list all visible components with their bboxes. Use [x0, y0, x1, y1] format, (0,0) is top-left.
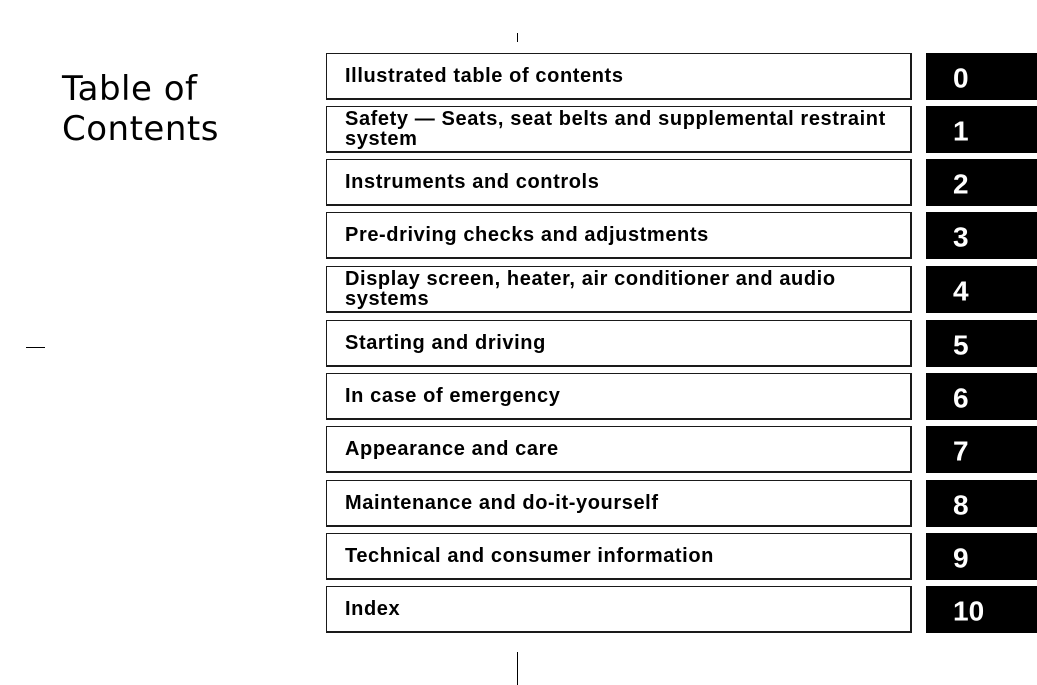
toc-entry-box[interactable]	[326, 212, 912, 259]
section-tab[interactable]	[926, 106, 1037, 153]
section-tab[interactable]	[926, 266, 1037, 313]
toc-entry-box[interactable]	[326, 480, 912, 527]
toc-entry-box[interactable]	[326, 53, 912, 100]
toc-row-maintenance[interactable]	[326, 480, 1037, 527]
section-tab-number: 5	[953, 329, 969, 361]
toc-entry-label[interactable]: Appearance and care	[345, 438, 559, 460]
section-tab-number: 2	[953, 168, 969, 200]
section-tab-number: 6	[953, 382, 969, 414]
section-tab[interactable]	[926, 586, 1037, 633]
toc-entry-box[interactable]	[326, 320, 912, 367]
toc-entry-label[interactable]: Pre-driving checks and adjustments	[345, 224, 709, 246]
toc-entry-label[interactable]: Maintenance and do-it-yourself	[345, 492, 659, 514]
section-tab[interactable]	[926, 53, 1037, 100]
toc-row-appearance-care[interactable]	[326, 426, 1037, 473]
section-tab-number: 0	[953, 62, 969, 94]
toc-row-safety[interactable]	[326, 106, 1037, 153]
toc-row-index[interactable]	[326, 586, 1037, 633]
toc-entry-box[interactable]	[326, 586, 912, 633]
toc-entry-box[interactable]	[326, 106, 912, 153]
toc-entry-label[interactable]: Instruments and controls	[345, 171, 600, 193]
toc-entry-label[interactable]: Display screen, heater, air conditioner and audio systems	[345, 268, 836, 310]
section-tab-number: 8	[953, 489, 969, 521]
toc-row-instruments-controls[interactable]	[326, 159, 1037, 206]
toc-entry-label[interactable]: Illustrated table of contents	[345, 65, 624, 87]
toc-entry-label[interactable]: Index	[345, 598, 401, 620]
toc-row-technical-info[interactable]	[326, 533, 1037, 580]
section-tab[interactable]	[926, 320, 1037, 367]
section-tab[interactable]	[926, 373, 1037, 420]
section-tab-number: 3	[953, 221, 969, 253]
toc-entry-box[interactable]	[326, 533, 912, 580]
toc-entry-label[interactable]: In case of emergency	[345, 385, 561, 407]
toc-row-emergency[interactable]	[326, 373, 1037, 420]
toc-entry-box[interactable]	[326, 373, 912, 420]
toc-entry-label[interactable]: Safety — Seats, seat belts and supplemental restraint system	[345, 108, 886, 150]
page-title: Table of Contents	[62, 68, 219, 149]
toc-entry-box[interactable]	[326, 266, 912, 313]
section-tab-number: 9	[953, 542, 969, 574]
toc-entry-box[interactable]	[326, 159, 912, 206]
toc-entry-label[interactable]: Technical and consumer information	[345, 545, 714, 567]
section-tab[interactable]	[926, 480, 1037, 527]
toc-row-pre-driving-checks[interactable]	[326, 212, 1037, 259]
section-tab-number: 1	[953, 115, 969, 147]
section-tab-number: 10	[953, 595, 985, 627]
section-tab[interactable]	[926, 426, 1037, 473]
toc-entry-box[interactable]	[326, 426, 912, 473]
section-tab[interactable]	[926, 533, 1037, 580]
section-tab[interactable]	[926, 212, 1037, 259]
section-tab[interactable]	[926, 159, 1037, 206]
toc-row-starting-driving[interactable]	[326, 320, 1037, 367]
toc-row-illustrated-contents[interactable]	[326, 53, 1037, 100]
section-tab-number: 7	[953, 435, 969, 467]
toc-row-display-audio[interactable]	[326, 266, 1037, 313]
section-tab-number: 4	[953, 275, 969, 307]
toc-entry-label[interactable]: Starting and driving	[345, 332, 546, 354]
